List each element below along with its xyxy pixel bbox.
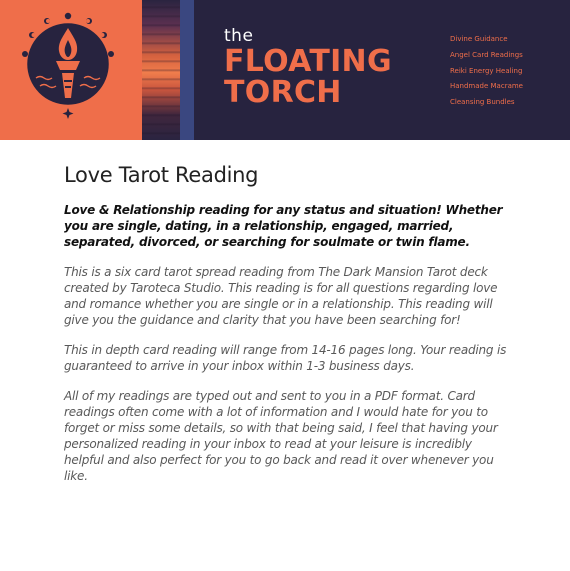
floating-torch-logo-icon bbox=[22, 12, 114, 128]
decorative-stripe bbox=[180, 0, 194, 140]
page-title: Love Tarot Reading bbox=[64, 163, 259, 187]
brand-wordmark bbox=[224, 26, 392, 108]
brand-floating: FLOATING bbox=[224, 44, 392, 79]
service-item: Cleansing Bundles bbox=[450, 98, 515, 107]
services-list bbox=[450, 32, 523, 111]
service-item: Handmade Macrame bbox=[450, 82, 523, 91]
body-paragraph: All of my readings are typed out and sent to you in a PDF format. Card readings often come with a lot of information and I would hate for you to forget or miss some details, so with that being said, I feel that having your personalized reading in your inbox to read at your leisure is incredibly helpful and also perfect for you to go back and read it over whenever you like. bbox=[64, 389, 498, 483]
brand-the: the bbox=[224, 26, 254, 46]
sunset-photo-strip bbox=[142, 0, 180, 140]
lead-paragraph: Love & Relationship reading for any status and situation! Whether you are single, dating, in a relationship, engaged, married, separated, divorced, or searching for soulmate or twin flame. bbox=[64, 203, 503, 249]
body-paragraph: This is a six card tarot spread reading from The Dark Mansion Tarot deck created by Taroteca Studio. This reading is for all questions regarding love and romance whether you are single or in a relationship. This reading will give you the guidance and clarity that you have been searching for! bbox=[64, 265, 498, 327]
service-item: Angel Card Readings bbox=[450, 50, 523, 59]
service-item: Divine Guidance bbox=[450, 35, 508, 43]
logo-panel bbox=[0, 0, 142, 140]
service-item: Reiki Energy Healing bbox=[450, 66, 523, 75]
brand-torch: TORCH bbox=[224, 75, 342, 110]
body-paragraph: This in depth card reading will range from 14-16 pages long. Your reading is guaranteed to arrive in your inbox within 1-3 business days. bbox=[64, 343, 507, 373]
description-body bbox=[64, 160, 514, 484]
header-banner bbox=[0, 0, 570, 140]
